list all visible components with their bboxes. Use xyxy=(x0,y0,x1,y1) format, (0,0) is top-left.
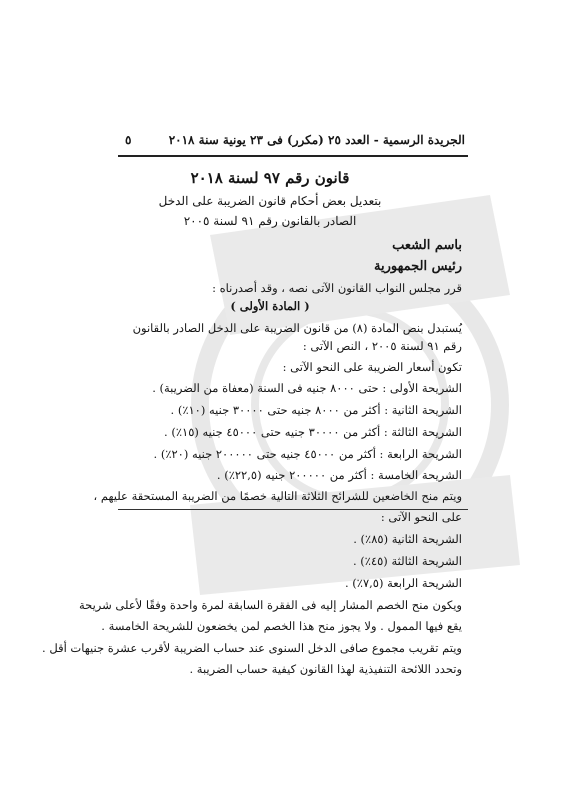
once-line-2: يقع فيها الممول . ولا يجوز منح هذا الخصم لمن يخضعون للشريحة الخامسة . xyxy=(101,619,462,633)
article-title: ( المادة الأولى ) xyxy=(230,299,310,313)
rates-intro: تكون أسعار الضريبة على النحو الآتى : xyxy=(282,360,462,374)
header-text: الجريدة الرسمية - العدد ٢٥ (مكرر) فى ٢٣ يونية سنة ٢٠١٨ xyxy=(168,133,465,147)
watermark-seal xyxy=(150,175,550,615)
rounding-text: ويتم تقريب مجموع صافى الدخل السنوى عند حساب الضريبة لأقرب عشرة جنيهات أقل . xyxy=(42,641,462,655)
page-number: ٥ xyxy=(125,133,132,147)
once-line-1: ويكون منح الخصم المشار إليه فى الفقرة السابقة لمرة واحدة وفقًا لأعلى شريحة xyxy=(79,598,462,612)
discount-line-2: على النحو الآتى : xyxy=(380,510,462,524)
bracket-4: الشريحة الرابعة : أكثر من ٤٥٠٠٠ جنيه حتى ٢٠٠٠٠٠ جنيه (٢٠٪) . xyxy=(153,447,462,461)
discount-bracket-4: الشريحة الرابعة (٧,٥٪) . xyxy=(344,576,462,590)
replace-line-1: يُستبدل بنص المادة (٨) من قانون الضريبة على الدخل الصادر بالقانون xyxy=(132,321,462,335)
bracket-2: الشريحة الثانية : أكثر من ٨٠٠٠ جنيه حتى ٣٠٠٠٠ جنيه (١٠٪) . xyxy=(170,403,462,417)
gazette-header xyxy=(125,133,465,147)
president-heading: رئيس الجمهورية xyxy=(374,259,462,274)
bracket-3: الشريحة الثالثة : أكثر من ٣٠٠٠٠ جنيه حتى ٤٥٠٠٠ جنيه (١٥٪) . xyxy=(164,425,462,439)
law-subtitle-2: الصادر بالقانون رقم ٩١ لسنة ٢٠٠٥ xyxy=(183,214,357,228)
bracket-5: الشريحة الخامسة : أكثر من ٢٠٠٠٠٠ جنيه (٢٢,٥٪) . xyxy=(216,468,462,482)
discount-line-1: ويتم منح الخاضعين للشرائح الثلاثة التالية خصمًا من الضريبة المستحقة عليهم ، xyxy=(93,489,462,503)
discount-bracket-2: الشريحة الثانية (٨٥٪) . xyxy=(353,532,462,546)
header-rule xyxy=(118,155,468,157)
enactment-text: قرر مجلس النواب القانون الآتى نصه ، وقد أصدرناه : xyxy=(212,281,462,295)
replace-line-2: رقم ٩١ لسنة ٢٠٠٥ ، النص الآتى : xyxy=(302,339,462,353)
bracket-1: الشريحة الأولى : حتى ٨٠٠٠ جنيه فى السنة (معفاة من الضريبة) . xyxy=(152,381,462,395)
discount-bracket-3: الشريحة الثالثة (٤٥٪) . xyxy=(352,554,462,568)
law-subtitle-1: بتعديل بعض أحكام قانون الضريبة على الدخل xyxy=(158,194,382,208)
law-title: قانون رقم ٩٧ لسنة ٢٠١٨ xyxy=(190,169,350,187)
people-heading: باسم الشعب xyxy=(392,238,462,253)
regulations-text: وتحدد اللائحة التنفيذية لهذا القانون كيفية حساب الضريبة . xyxy=(189,662,462,676)
